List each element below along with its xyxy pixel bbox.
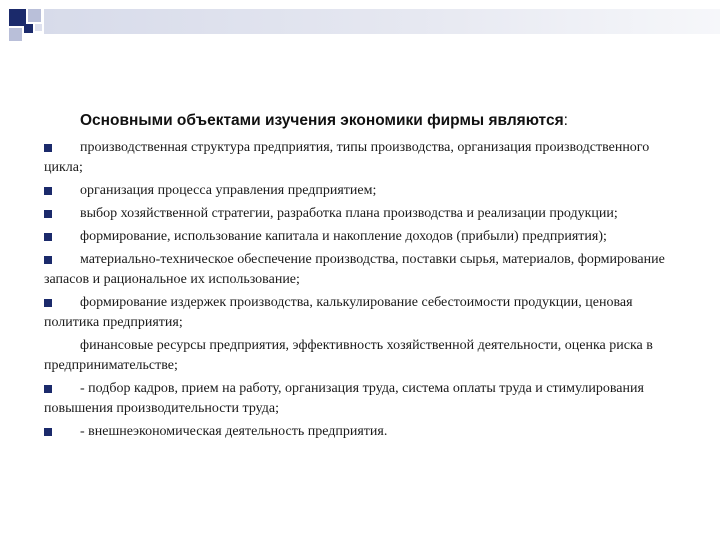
list-item-text: материально-техническое обеспечение производства, поставки сырья, материалов, формирование запасов и рациональное их использование;	[44, 252, 665, 287]
list-item-text: формирование издержек производства, калькулирование себестоимости продукции, ценовая политика предприятия;	[44, 295, 633, 330]
corner-square-navy-small	[24, 24, 33, 33]
bullet-list	[44, 138, 674, 442]
list-item	[44, 293, 674, 333]
square-bullet-icon	[44, 233, 52, 241]
list-item	[44, 336, 674, 376]
list-item-text: финансовые ресурсы предприятия, эффективность хозяйственной деятельности, оценка риска в предпринимательстве;	[44, 338, 653, 373]
corner-square-lavender	[28, 9, 41, 22]
corner-square-lavender-2	[9, 28, 22, 41]
list-item-text: выбор хозяйственной стратегии, разработка плана производства и реализации продукции;	[80, 206, 618, 221]
square-bullet-icon	[44, 428, 52, 436]
heading-text: Основными объектами изучения экономики фирмы являются	[80, 112, 564, 129]
list-item	[44, 422, 674, 442]
square-bullet-icon	[44, 256, 52, 264]
list-item-text: производственная структура предприятия, типы производства, организация производственного цикла;	[44, 140, 650, 175]
slide-content	[44, 112, 674, 445]
heading-colon: :	[563, 112, 568, 129]
slide-heading	[80, 112, 674, 130]
square-bullet-icon	[44, 210, 52, 218]
list-item-text: формирование, использование капитала и накопление доходов (прибыли) предприятия);	[80, 229, 607, 244]
list-item-text: - подбор кадров, прием на работу, организация труда, система оплаты труда и стимулирования повышения производительности труда;	[44, 381, 644, 416]
corner-square-pale	[35, 24, 42, 31]
list-item	[44, 379, 674, 419]
list-item	[44, 181, 674, 201]
list-item	[44, 227, 674, 247]
list-item-text: организация процесса управления предприятием;	[80, 183, 377, 198]
list-item-text: - внешнеэкономическая деятельность предприятия.	[80, 424, 388, 439]
square-bullet-icon	[44, 187, 52, 195]
list-item	[44, 250, 674, 290]
square-bullet-icon	[44, 299, 52, 307]
header-bar	[44, 9, 720, 34]
list-item	[44, 204, 674, 224]
square-bullet-icon	[44, 144, 52, 152]
list-item	[44, 138, 674, 178]
square-bullet-icon	[44, 385, 52, 393]
